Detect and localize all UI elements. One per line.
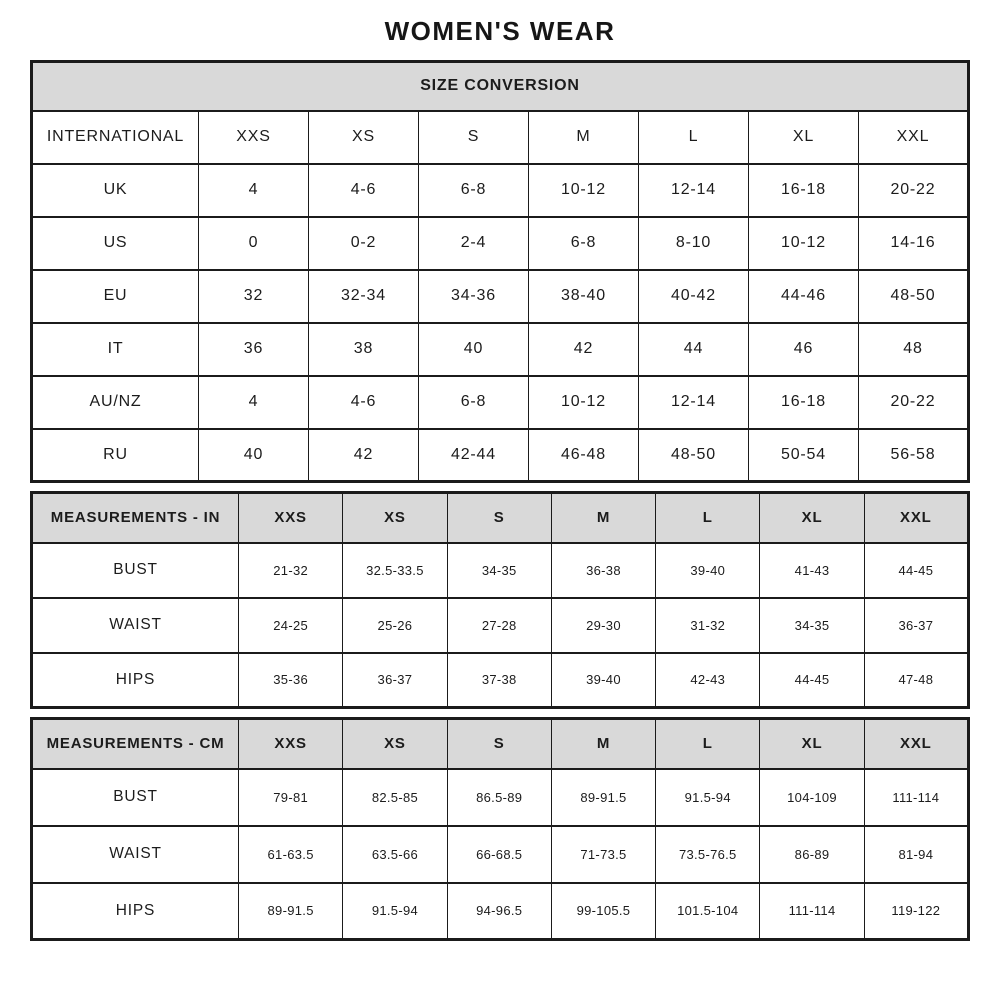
cell-value: 40 [199, 429, 309, 482]
cell-value: 10-12 [749, 217, 859, 270]
row-label-us: US [32, 217, 199, 270]
cell-value: 81-94 [864, 826, 968, 883]
row-label-ru: RU [32, 429, 199, 482]
cell-value: 20-22 [859, 164, 969, 217]
table-row-it [32, 323, 969, 376]
cell-value: 34-35 [447, 543, 551, 598]
cell-value: 35-36 [239, 653, 343, 708]
column-header-xl: XL [749, 111, 859, 164]
cell-value: 89-91.5 [239, 883, 343, 940]
cell-value: 32 [199, 270, 309, 323]
cell-value: 4 [199, 376, 309, 429]
cell-value: 29-30 [551, 598, 655, 653]
cell-value: 38-40 [529, 270, 639, 323]
cell-value: 6-8 [529, 217, 639, 270]
cell-value: 46-48 [529, 429, 639, 482]
column-header-xxs: XXS [199, 111, 309, 164]
cell-value: 16-18 [749, 164, 859, 217]
cell-value: 44-46 [749, 270, 859, 323]
cell-value: 8-10 [639, 217, 749, 270]
column-header-xs: XS [343, 493, 447, 543]
column-header-xxs: XXS [239, 493, 343, 543]
measurements-cm-header-row [32, 719, 969, 769]
row-label-uk: UK [32, 164, 199, 217]
cell-value: 2-4 [419, 217, 529, 270]
cell-value: 48-50 [859, 270, 969, 323]
cell-value: 111-114 [864, 769, 968, 826]
cell-value: 40 [419, 323, 529, 376]
cell-value: 32.5-33.5 [343, 543, 447, 598]
cell-value: 48 [859, 323, 969, 376]
row-label-eu: EU [32, 270, 199, 323]
row-label-hips: HIPS [32, 883, 239, 940]
cell-value: 91.5-94 [343, 883, 447, 940]
cell-value: 36-37 [864, 598, 968, 653]
table-row-waist-in [32, 598, 969, 653]
table-row-bust-in [32, 543, 969, 598]
column-header-l: L [656, 719, 760, 769]
table-row-us [32, 217, 969, 270]
cell-value: 12-14 [639, 164, 749, 217]
row-label-waist: WAIST [32, 598, 239, 653]
row-label-bust: BUST [32, 769, 239, 826]
cell-value: 56-58 [859, 429, 969, 482]
cell-value: 101.5-104 [656, 883, 760, 940]
column-header-m: M [529, 111, 639, 164]
cell-value: 42 [529, 323, 639, 376]
cell-value: 86-89 [760, 826, 864, 883]
cell-value: 6-8 [419, 164, 529, 217]
cell-value: 104-109 [760, 769, 864, 826]
cell-value: 10-12 [529, 164, 639, 217]
column-header-international: INTERNATIONAL [32, 111, 199, 164]
cell-value: 44 [639, 323, 749, 376]
row-label-aunz: AU/NZ [32, 376, 199, 429]
cell-value: 31-32 [656, 598, 760, 653]
cell-value: 0 [199, 217, 309, 270]
table-row-ru [32, 429, 969, 482]
cell-value: 21-32 [239, 543, 343, 598]
cell-value: 20-22 [859, 376, 969, 429]
table-row-eu [32, 270, 969, 323]
cell-value: 79-81 [239, 769, 343, 826]
page-title: WOMEN'S WEAR [384, 16, 616, 46]
cell-value: 119-122 [864, 883, 968, 940]
cell-value: 16-18 [749, 376, 859, 429]
cell-value: 42 [309, 429, 419, 482]
cell-value: 25-26 [343, 598, 447, 653]
cell-value: 36 [199, 323, 309, 376]
cell-value: 14-16 [859, 217, 969, 270]
cell-value: 0-2 [309, 217, 419, 270]
row-label-waist: WAIST [32, 826, 239, 883]
cell-value: 47-48 [864, 653, 968, 708]
column-header-xxs: XXS [239, 719, 343, 769]
cell-value: 50-54 [749, 429, 859, 482]
cell-value: 10-12 [529, 376, 639, 429]
column-header-xs: XS [343, 719, 447, 769]
cell-value: 42-43 [656, 653, 760, 708]
column-header-xxl: XXL [864, 493, 968, 543]
column-header-xs: XS [309, 111, 419, 164]
cell-value: 89-91.5 [551, 769, 655, 826]
cell-value: 86.5-89 [447, 769, 551, 826]
cell-value: 27-28 [447, 598, 551, 653]
cell-value: 6-8 [419, 376, 529, 429]
cell-value: 63.5-66 [343, 826, 447, 883]
column-header-m: M [551, 493, 655, 543]
column-header-m: M [551, 719, 655, 769]
cell-value: 48-50 [639, 429, 749, 482]
table-row-hips-cm [32, 883, 969, 940]
measurements-in-title: MEASUREMENTS - IN [32, 493, 239, 543]
cell-value: 39-40 [656, 543, 760, 598]
cell-value: 4 [199, 164, 309, 217]
cell-value: 4-6 [309, 376, 419, 429]
cell-value: 91.5-94 [656, 769, 760, 826]
cell-value: 24-25 [239, 598, 343, 653]
cell-value: 38 [309, 323, 419, 376]
table-row-hips-in [32, 653, 969, 708]
cell-value: 73.5-76.5 [656, 826, 760, 883]
cell-value: 99-105.5 [551, 883, 655, 940]
cell-value: 36-38 [551, 543, 655, 598]
cell-value: 40-42 [639, 270, 749, 323]
cell-value: 37-38 [447, 653, 551, 708]
table-row-waist-cm [32, 826, 969, 883]
cell-value: 111-114 [760, 883, 864, 940]
cell-value: 66-68.5 [447, 826, 551, 883]
table-row-aunz [32, 376, 969, 429]
cell-value: 42-44 [419, 429, 529, 482]
measurements-cm-table [30, 717, 970, 941]
column-header-xxl: XXL [864, 719, 968, 769]
cell-value: 44-45 [760, 653, 864, 708]
cell-value: 32-34 [309, 270, 419, 323]
size-conversion-columns-row [32, 111, 969, 164]
table-row-bust-cm [32, 769, 969, 826]
cell-value: 46 [749, 323, 859, 376]
cell-value: 34-36 [419, 270, 529, 323]
row-label-it: IT [32, 323, 199, 376]
cell-value: 34-35 [760, 598, 864, 653]
size-conversion-title-row [32, 62, 969, 111]
cell-value: 82.5-85 [343, 769, 447, 826]
cell-value: 71-73.5 [551, 826, 655, 883]
cell-value: 12-14 [639, 376, 749, 429]
measurements-cm-title: MEASUREMENTS - CM [32, 719, 239, 769]
row-label-bust: BUST [32, 543, 239, 598]
cell-value: 94-96.5 [447, 883, 551, 940]
measurements-in-header-row [32, 493, 969, 543]
cell-value: 4-6 [309, 164, 419, 217]
cell-value: 41-43 [760, 543, 864, 598]
cell-value: 36-37 [343, 653, 447, 708]
column-header-s: S [419, 111, 529, 164]
table-row-uk [32, 164, 969, 217]
column-header-xxl: XXL [859, 111, 969, 164]
measurements-in-table [30, 491, 970, 709]
size-conversion-title: SIZE CONVERSION [32, 62, 969, 111]
row-label-hips: HIPS [32, 653, 239, 708]
column-header-xl: XL [760, 719, 864, 769]
size-conversion-table [30, 60, 970, 483]
column-header-s: S [447, 493, 551, 543]
cell-value: 39-40 [551, 653, 655, 708]
cell-value: 61-63.5 [239, 826, 343, 883]
column-header-s: S [447, 719, 551, 769]
column-header-l: L [656, 493, 760, 543]
column-header-l: L [639, 111, 749, 164]
column-header-xl: XL [760, 493, 864, 543]
cell-value: 44-45 [864, 543, 968, 598]
